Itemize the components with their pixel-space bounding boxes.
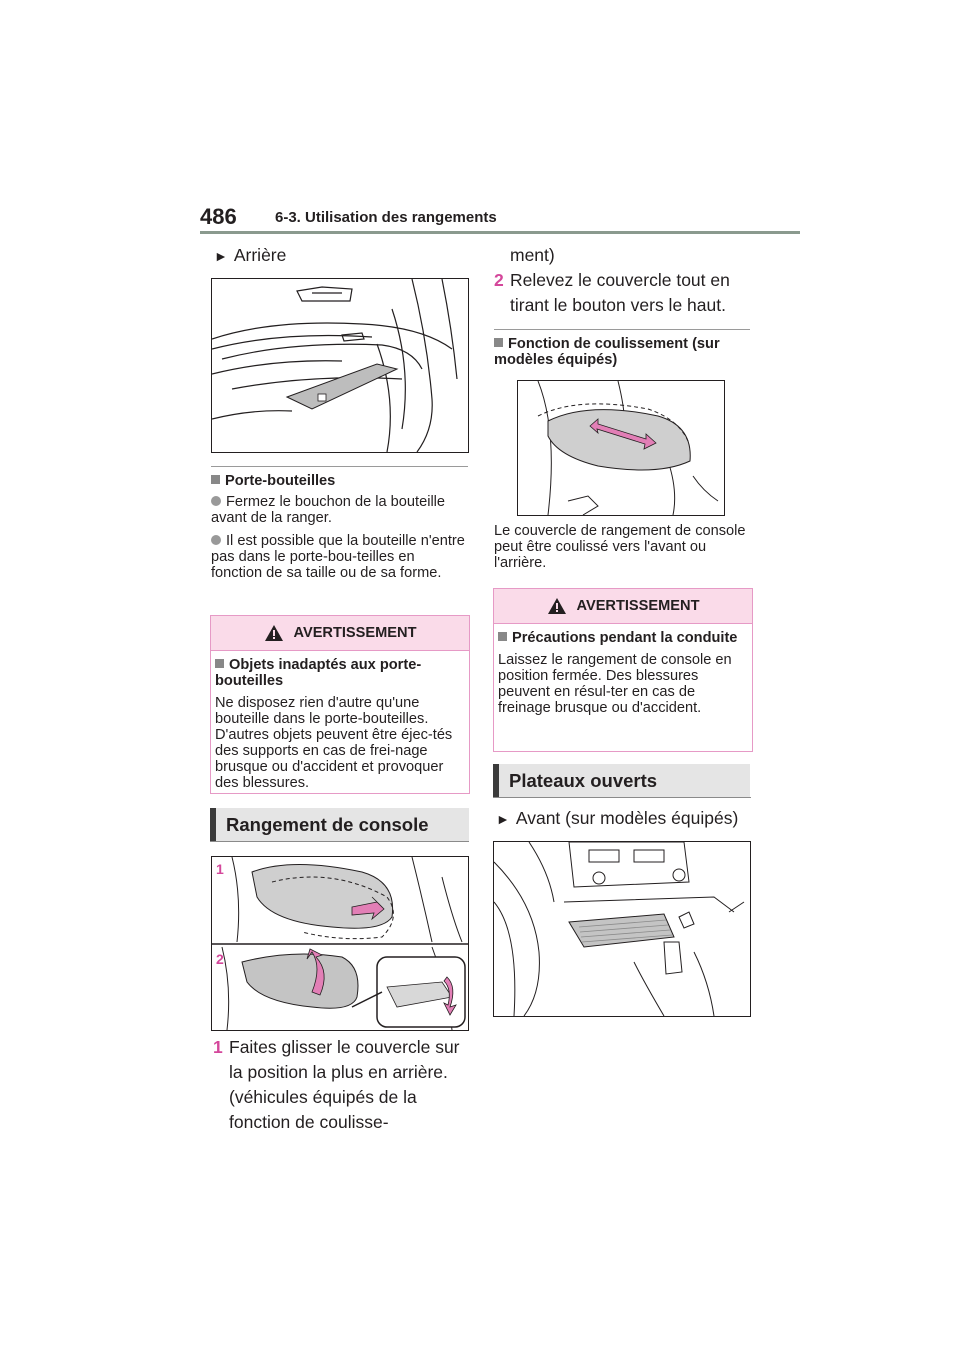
- warning-heading: Objets inadaptés aux porte-bouteilles: [215, 657, 422, 689]
- page-number: 486: [200, 204, 237, 229]
- square-bullet-icon: [494, 338, 503, 347]
- square-bullet-icon: [211, 475, 220, 484]
- slide-illustration: [517, 380, 725, 516]
- step-1-continued: ment): [510, 245, 555, 265]
- dot-bullet-icon: [211, 496, 221, 506]
- section-underline: [493, 797, 751, 798]
- warning-triangle-icon: [547, 597, 567, 615]
- section-title-trays: Plateaux ouverts: [493, 764, 750, 797]
- front-label: ► Avant (sur modèles équipés): [496, 808, 739, 828]
- step-2-text: Relevez le couvercle tout en tirant le bouton vers le haut.: [510, 270, 730, 315]
- section-title-console: Rangement de console: [210, 808, 469, 841]
- section-underline: [210, 841, 469, 842]
- step-1-number: 1: [213, 1037, 223, 1057]
- bottle-bullet-2: Il est possible que la bouteille n'entre pas dans le porte-bou-teilles en fonction de sa taille ou de sa forme.: [211, 533, 465, 581]
- rear-label: ► Arrière: [214, 245, 287, 265]
- open-tray-drawing: [494, 842, 750, 1016]
- triangle-bullet-icon: ►: [496, 811, 510, 827]
- warning-box-driving: [493, 588, 753, 752]
- dot-bullet-icon: [211, 535, 221, 545]
- step-2: [494, 268, 749, 318]
- square-bullet-icon: [498, 632, 507, 641]
- rear-door-drawing: [212, 279, 468, 452]
- square-bullet-icon: [215, 659, 224, 668]
- figure-label-2: 2: [216, 951, 224, 967]
- step-1: [213, 1035, 463, 1135]
- divider: [494, 329, 750, 330]
- header-rule: [200, 231, 800, 234]
- warning-triangle-icon: [264, 624, 284, 642]
- rear-door-illustration: [211, 278, 469, 453]
- step-1-text: Faites glisser le couvercle sur la position la plus en arrière. (véhicules équipés de la fonction de coulisse-: [229, 1037, 460, 1132]
- slide-caption: Le couvercle de rangement de console peut être coulissé vers l'avant ou l'arrière.: [494, 523, 746, 571]
- bottle-bullet-1: Fermez le bouchon de la bouteille avant de la ranger.: [211, 494, 446, 526]
- console-drawing: [212, 857, 468, 1030]
- warning-header: AVERTISSEMENT: [494, 589, 752, 624]
- open-tray-illustration: [493, 841, 751, 1017]
- console-illustration: [211, 856, 469, 1031]
- slide-heading: Fonction de coulissement (sur modèles équipés): [494, 336, 720, 368]
- divider: [211, 466, 468, 467]
- chapter-title: 6-3. Utilisation des rangements: [275, 209, 497, 226]
- warning-text: Ne disposez rien d'autre qu'une bouteille dans le porte-bouteilles. D'autres objets peuvent être éjec-tés des supports en cas de frei-nage brusque ou d'accident et provoquer des blessures.: [215, 695, 453, 791]
- warning-text: Laissez le rangement de console en position fermée. Des blessures peuvent en résul-ter en cas de freinage brusque ou d'accident.: [498, 652, 732, 716]
- figure-label-1: 1: [216, 861, 224, 877]
- warning-heading: Précautions pendant la conduite: [498, 630, 748, 646]
- bottle-heading: Porte-bouteilles: [211, 473, 335, 489]
- triangle-bullet-icon: ►: [214, 248, 228, 264]
- slide-drawing: [518, 381, 724, 515]
- warning-box-bottles: [210, 615, 470, 794]
- step-2-number: 2: [494, 270, 504, 290]
- warning-header: AVERTISSEMENT: [211, 616, 469, 651]
